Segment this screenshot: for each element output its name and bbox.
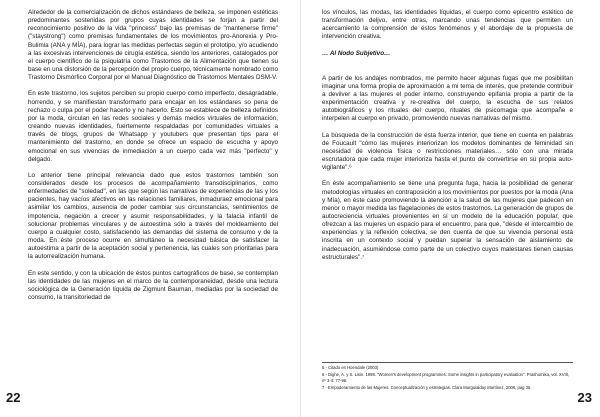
- left-paragraph-1: Alrededor de la comercialización de dichos estándares de belleza, se imponen estéticas predominantes sostenidas por grupos cuyas identidades se forjan a partir del reconocimiento positivo de la vida "princess" bajo las premisas de "mantenerse firme" ("staystrong") como premisas fundamentales de los movimientos pro-Anorexia y Pro-Bulimia (ANA y MÍA), para lograr las medidas perfectas según el prototipo, y/o acudiendo a las excesivas intervenciones de cirugía estética, siendo los anteriores, catalogados por el cuerpo científico de la psiquiatría como Trastornos de la Alimentación que tienen su base en una distorsión de la percepción del propio cuerpo, técnicamente nombrado como Trastorno Dismórfico Corporal por el Manual Diagnóstico de Trastornos Mentales DSM-V.: [28, 9, 278, 82]
- right-paragraph-2: A partir de los andajes nombrados, me permito hacer algunas fugas que me posibilitan imaginar una forma propia de aproximación a mi tema de interés, que pretende contribuir a devilver a las mujeres el poder interno, construyendo epifanía propia a partir de la experimentación creativa y re-creativa del cuerpo, la escucha de sus relatos autobiográficos y los rituales del cuerpo, rituales de psicomagia que acompañe e interpelen al cuerpo en privado, promoviendo nuevas narrativas del mismo.: [322, 74, 573, 123]
- left-paragraph-3: Lo anterior tiene principal relevancia dado que estos trastornos también son considerados desde los procesos de acompañamiento transdisciplinarios, como enfermedades de "soledad", en las que según las narrativas de experiencias de las y los pacientes, hay vacíos afectivos en las relaciones familiares, inmaduraez emocional para asimilar los cambios, ausencia de poder cambiar sus circunstancias, sentimientos de impotencia, negación a crecer y asumir responsabilidades, y la falacia infantil de solucionar problemas vinculares y de autoestima sólo a través del moldeamiento del cuerpo a cualquier costo, satisfaciendo las demandas del sistema de consumo y de la moda. En éste proceso ocurre en simultáneo la necesidad básica de satisfacer la autoestima a partir de la aceptación social y pertenencia, las cuales son prioritarias para la autorrealización humana.: [28, 171, 278, 261]
- page-number-left: 22: [6, 390, 21, 405]
- footnote-5: 5 - Citado en Hoendale (2003): [322, 365, 379, 370]
- right-paragraph-1: los vínculos, las modas, las identidades líquidas, el cuerpo como epicentro estético de transformación deljvo, entre otras, marcando unas tendencias que permiten un acercamiento la comprensión de éstos fenómenos y el abordaje de la propuesta de intervención creativa.: [322, 9, 573, 41]
- right-paragraph-3: La búsqueda de la construcción de ésta fuerza interior, que tiene en cuenta en palabras de Foucault "cómo las mujeres interiorizan los modelos dominantes de feminidad sin necesidad de violencia física o restricciones materiales… sólo con una mirada escrutadora que cada mujer interioriza hasta el punto de convertirse en su propia auto-vigilante".⁶: [322, 131, 573, 172]
- left-paragraph-4: En este sentido, y con la ubicación de éstos puntos cartográficos de base, se contemplan las identidades de las mujeres en el marco de la contemporaneidad, desde una lectura sociológica de la Generación líquida de Zigmunt Bauman, mediadas por la sociedad de consumo, la transitoriedad de: [28, 269, 278, 301]
- right-paragraph-4: En éste acompañamiento se tiene una pregunta fuga, hacia la posibilidad de generar metodologías virtuales en contraposición a los movimientos por puestos por la moda (Ana y Mía), en éste caso promoviendo la atención a la salud de las mujeres que padecen en menor o mayor medida las flagelaciones de estos trastornos. La generación de grupos de autocreciencia virtuales provenientes en sí un modelo de la educación popular, que ofrezcan a las mujeres un espacio para el encuentro, para qué, "desde el intercambio de experiencias y la reflexión colectiva, se den cuenta de que su vivencia personal está inscrita en un contexto social y puedan superar la sensación de aislamiento de inadecuación, asumiéndose como parte de un colectivo cuyos malestares tienen causas estructurales".⁷: [322, 180, 573, 261]
- footnote-6: 6 - Dighe, A. y S. Lisin. 1998. "Women's development programmes: Some insights in participatory evaluation". Prashumika, vol. XVIII, nº 3-4: 77-96.: [322, 372, 570, 383]
- right-page: [300, 0, 600, 417]
- left-paragraph-2: En este trastorno, los sujetos perciben su propio cuerpo como imperfecto, desagradable, horrendo, y se manifiestan transformarlo para encajar en los estándares so pena de rechazo o culpa por el poder hacerlo y no hacerlo. Esto se establece de belleza definidos por la moda, circulan en las redes sociales y demás medios virtuales de información, creando nuevas identidades, fuertemente respaldadas por comunidades virtuales a través de blogs, grupos de Whatsapp y youtubers que presentan tips para el mantenimiento del trastorno, en donde se ofrece un espacio de escucha y apoyo emocional en sus vivencias de inmediación a un cuerpo cada vez más "perfecto" y delgado.: [28, 90, 278, 163]
- section-subheading: … Al Nodo Subjetivo…: [322, 49, 391, 57]
- footnote-7: 7 - Empoderamiento de las Mujeres. Conceptualización y estrategias. Clara Murguialday Martínez, 2006, pag 35.: [322, 384, 532, 390]
- page-number-right: 23: [577, 390, 592, 405]
- footnotes: [322, 362, 573, 392]
